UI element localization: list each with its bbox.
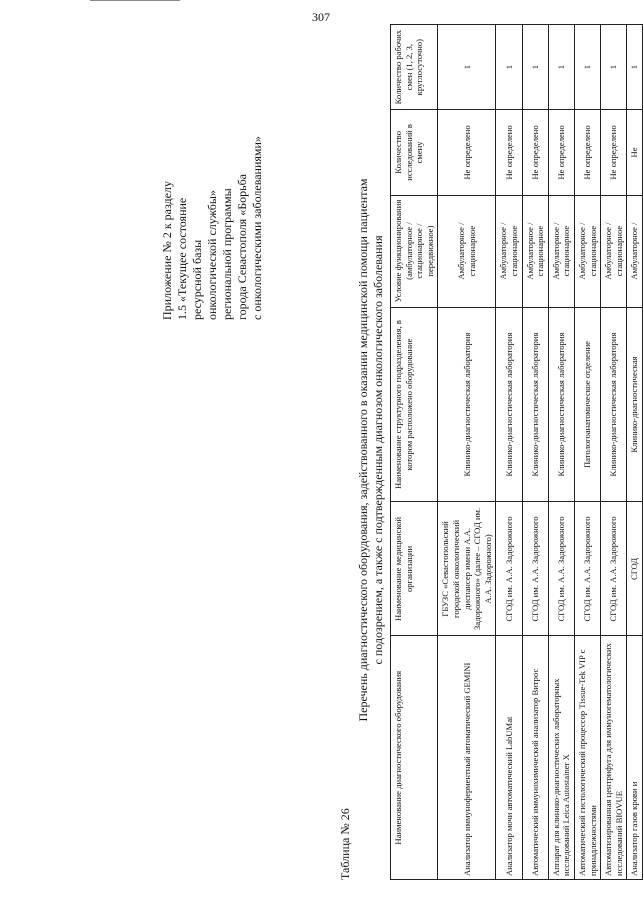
cell-shifts: 1 bbox=[438, 25, 496, 110]
cell-unit: Клинико-диагностическая лаборатория bbox=[548, 307, 574, 502]
cell-shifts: 1 bbox=[627, 25, 643, 110]
table-title-line: Перечень диагностического оборудования, задействованного в оказании медицинской помощи пациентам bbox=[356, 178, 370, 722]
appendix-note bbox=[160, 30, 265, 320]
rotated-page-content bbox=[160, 20, 640, 880]
cell-shifts: 1 bbox=[496, 25, 522, 110]
cell-condition: Амбулаторное / стационарное bbox=[601, 195, 627, 307]
column-header-unit: Наименование структурного подразделения, в котором расположено оборудование bbox=[391, 307, 438, 502]
table-row bbox=[438, 25, 496, 880]
table-row bbox=[574, 25, 600, 880]
cell-unit: Клинико-диагностическая лаборатория bbox=[438, 307, 496, 502]
table-row bbox=[496, 25, 522, 880]
cell-unit: Клинико-диагностическая лаборатория bbox=[496, 307, 522, 502]
column-header-organization: Наименование медицинской организации bbox=[391, 502, 438, 636]
cell-unit: Клинико-диагностическая лаборатория bbox=[601, 307, 627, 502]
cell-organization: СГОД им. А.А. Задорожного bbox=[522, 502, 548, 636]
cell-studies: Не определено bbox=[438, 110, 496, 195]
column-header-equipment: Наименование диагностического оборудования bbox=[391, 636, 438, 880]
cell-shifts: 1 bbox=[522, 25, 548, 110]
cell-equipment: Автоматизированная центрифуга для иммуногематологических исследований BIOVUE bbox=[601, 636, 627, 880]
table-row bbox=[548, 25, 574, 880]
cell-organization: СГОД им. А.А. Задорожного bbox=[574, 502, 600, 636]
cell-studies: Не bbox=[627, 110, 643, 195]
table-header-row bbox=[391, 25, 438, 880]
column-header-condition: Условие функционирования (амбулаторное / стационарное / передвижное) bbox=[391, 195, 438, 307]
cell-condition: Амбулаторное / стационарное bbox=[496, 195, 522, 307]
cell-organization: СГОД им. А.А. Задорожного bbox=[496, 502, 522, 636]
cell-studies: Не определено bbox=[496, 110, 522, 195]
top-rule bbox=[90, 0, 180, 1]
cell-organization: СГОД bbox=[627, 502, 643, 636]
cell-condition: Амбулаторное / bbox=[627, 195, 643, 307]
appendix-line: 1.5 «Текущее состояние bbox=[175, 197, 189, 320]
table-row bbox=[601, 25, 627, 880]
column-header-studies: Количество исследований в смену bbox=[391, 110, 438, 195]
appendix-line: региональной программы bbox=[220, 188, 234, 320]
cell-shifts: 1 bbox=[548, 25, 574, 110]
cell-equipment: Анализатор газов крови и bbox=[627, 636, 643, 880]
cell-shifts: 1 bbox=[601, 25, 627, 110]
cell-studies: Не определено bbox=[522, 110, 548, 195]
appendix-line: города Севастополя «Борьба bbox=[235, 174, 249, 320]
cell-equipment: Анализатор иммуноферментный автоматический GEMINI bbox=[438, 636, 496, 880]
cell-studies: Не определено bbox=[574, 110, 600, 195]
table-title-line: с подозрением, а также с подтвержденным диагнозом онкологического заболевания bbox=[371, 235, 385, 665]
cell-condition: Амбулаторное / стационарное bbox=[438, 195, 496, 307]
cell-condition: Амбулаторное / стационарное bbox=[522, 195, 548, 307]
cell-condition: Амбулаторное / стационарное bbox=[574, 195, 600, 307]
cell-studies: Не определено bbox=[601, 110, 627, 195]
cell-unit: Клинико-диагностическая лаборатория bbox=[522, 307, 548, 502]
column-header-shifts: Количество рабочих смен (1, 2, 3, круглосуточно) bbox=[391, 25, 438, 110]
table-row bbox=[627, 25, 643, 880]
appendix-line: ресурсной базы bbox=[190, 239, 204, 320]
cell-condition: Амбулаторное / стационарное bbox=[548, 195, 574, 307]
cell-equipment: Автоматический иммунохимический анализатор Витрос bbox=[522, 636, 548, 880]
cell-unit: Клинико-диагностическая bbox=[627, 307, 643, 502]
table-label: Таблица № 26 bbox=[338, 808, 352, 880]
appendix-line: онкологической службы» bbox=[205, 190, 219, 320]
cell-organization: ГБУЗС «Севастопольский городской онкологический диспансер имени А.А. Задорожного» (далее – СГОД им. А.А. Задорожного) bbox=[438, 502, 496, 636]
cell-studies: Не определено bbox=[548, 110, 574, 195]
cell-equipment: Автоматический гистологический процессор Tissue-Tek VIP с принадлежностями bbox=[574, 636, 600, 880]
cell-shifts: 1 bbox=[574, 25, 600, 110]
cell-organization: СГОД им. А.А. Задорожного bbox=[601, 502, 627, 636]
equipment-table bbox=[390, 24, 643, 880]
cell-equipment: Аппарат для клинико-диагностических лабораторных исследований Leica Autostainer X bbox=[548, 636, 574, 880]
cell-unit: Патологоанатомическое отделение bbox=[574, 307, 600, 502]
table-row bbox=[522, 25, 548, 880]
table-title bbox=[356, 20, 386, 880]
appendix-line: Приложение № 2 к разделу bbox=[160, 181, 174, 320]
page-number: 307 bbox=[312, 10, 330, 24]
appendix-line: с онкологическими заболеваниями» bbox=[250, 136, 264, 320]
cell-organization: СГОД им. А.А. Задорожного bbox=[548, 502, 574, 636]
cell-equipment: Анализатор мочи автоматический LabUMat bbox=[496, 636, 522, 880]
